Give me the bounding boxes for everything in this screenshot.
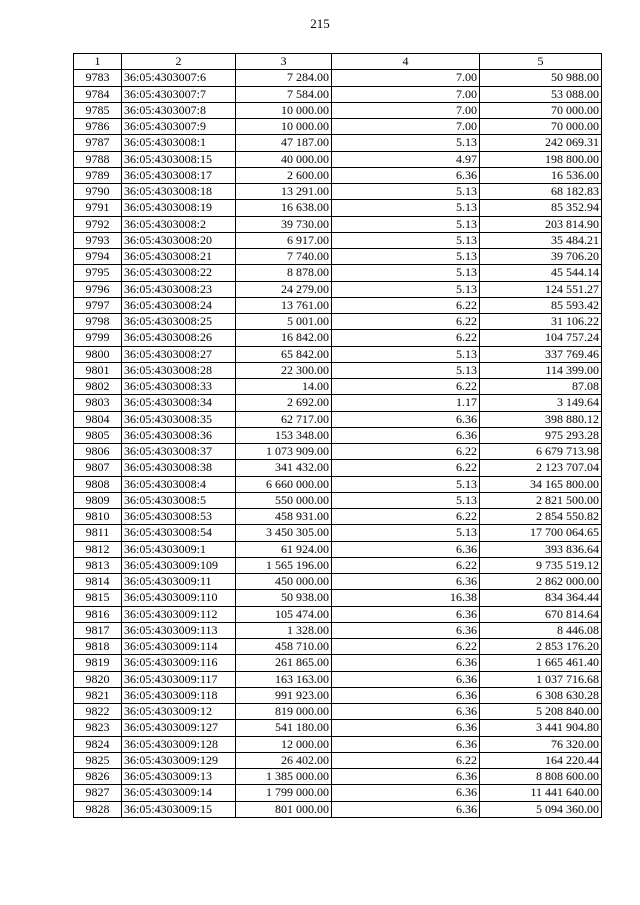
table-row	[74, 460, 602, 476]
cell-col-5: 124 551.27	[480, 281, 602, 297]
cell-col-3: 153 348.00	[236, 427, 332, 443]
table-row	[74, 379, 602, 395]
cell-col-5: 337 769.46	[480, 346, 602, 362]
cell-col-5: 834 364.44	[480, 590, 602, 606]
cell-col-4: 6.36	[332, 622, 480, 638]
table-row	[74, 557, 602, 573]
cell-col-4: 5.13	[332, 492, 480, 508]
cell-col-2: 36:05:4303008:26	[122, 330, 236, 346]
cell-col-2: 36:05:4303008:21	[122, 249, 236, 265]
cell-col-1: 9789	[74, 167, 122, 183]
cell-col-4: 16.38	[332, 590, 480, 606]
cell-col-2: 36:05:4303008:19	[122, 200, 236, 216]
cell-col-1: 9815	[74, 590, 122, 606]
cell-col-2: 36:05:4303008:37	[122, 444, 236, 460]
cell-col-4: 6.36	[332, 167, 480, 183]
cell-col-1: 9822	[74, 704, 122, 720]
cell-col-2: 36:05:4303008:34	[122, 395, 236, 411]
cell-col-4: 5.13	[332, 232, 480, 248]
cell-col-3: 163 163.00	[236, 671, 332, 687]
cell-col-2: 36:05:4303008:23	[122, 281, 236, 297]
cell-col-2: 36:05:4303008:24	[122, 297, 236, 313]
table-row	[74, 590, 602, 606]
cell-col-2: 36:05:4303008:4	[122, 476, 236, 492]
cell-col-3: 1 799 000.00	[236, 785, 332, 801]
cell-col-1: 9797	[74, 297, 122, 313]
table-row	[74, 200, 602, 216]
cell-col-5: 45 544.14	[480, 265, 602, 281]
cell-col-2: 36:05:4303009:113	[122, 622, 236, 638]
cell-col-3: 341 432.00	[236, 460, 332, 476]
table-row	[74, 330, 602, 346]
table-row	[74, 509, 602, 525]
cell-col-2: 36:05:4303008:27	[122, 346, 236, 362]
cell-col-3: 105 474.00	[236, 606, 332, 622]
cell-col-1: 9805	[74, 427, 122, 443]
cell-col-4: 7.00	[332, 70, 480, 86]
table-row	[74, 476, 602, 492]
cell-col-1: 9817	[74, 622, 122, 638]
cell-col-1: 9801	[74, 362, 122, 378]
cell-col-4: 6.36	[332, 785, 480, 801]
cell-col-5: 53 088.00	[480, 86, 602, 102]
table-row	[74, 720, 602, 736]
cell-col-4: 6.22	[332, 379, 480, 395]
cell-col-2: 36:05:4303008:35	[122, 411, 236, 427]
cell-col-4: 5.13	[332, 184, 480, 200]
cell-col-5: 70 000.00	[480, 119, 602, 135]
cell-col-4: 5.13	[332, 346, 480, 362]
table-row	[74, 752, 602, 768]
cell-col-3: 458 710.00	[236, 639, 332, 655]
cell-col-1: 9819	[74, 655, 122, 671]
cell-col-1: 9811	[74, 525, 122, 541]
cell-col-5: 2 854 550.82	[480, 509, 602, 525]
cell-col-1: 9800	[74, 346, 122, 362]
cell-col-4: 6.36	[332, 655, 480, 671]
cell-col-5: 1 037 716.68	[480, 671, 602, 687]
table-row	[74, 216, 602, 232]
cell-col-4: 6.36	[332, 671, 480, 687]
header-row	[74, 54, 602, 70]
cell-col-2: 36:05:4303009:112	[122, 606, 236, 622]
cell-col-3: 458 931.00	[236, 509, 332, 525]
cell-col-1: 9799	[74, 330, 122, 346]
cell-col-1: 9807	[74, 460, 122, 476]
cell-col-2: 36:05:4303008:5	[122, 492, 236, 508]
cell-col-3: 7 284.00	[236, 70, 332, 86]
table-row	[74, 297, 602, 313]
cell-col-3: 13 291.00	[236, 184, 332, 200]
table-row	[74, 314, 602, 330]
cell-col-3: 50 938.00	[236, 590, 332, 606]
table-row	[74, 671, 602, 687]
cell-col-4: 6.36	[332, 736, 480, 752]
table-row	[74, 639, 602, 655]
cell-col-4: 6.22	[332, 639, 480, 655]
table-row	[74, 86, 602, 102]
cell-col-3: 40 000.00	[236, 151, 332, 167]
cell-col-4: 6.22	[332, 297, 480, 313]
header-cell-5: 5	[480, 54, 602, 70]
cell-col-5: 114 399.00	[480, 362, 602, 378]
cell-col-4: 6.22	[332, 314, 480, 330]
cell-col-1: 9802	[74, 379, 122, 395]
cell-col-1: 9803	[74, 395, 122, 411]
cell-col-2: 36:05:4303009:12	[122, 704, 236, 720]
cell-col-2: 36:05:4303008:18	[122, 184, 236, 200]
table-row	[74, 232, 602, 248]
table-row	[74, 492, 602, 508]
table-row	[74, 70, 602, 86]
cell-col-3: 541 180.00	[236, 720, 332, 736]
cell-col-5: 68 182.83	[480, 184, 602, 200]
cell-col-5: 975 293.28	[480, 427, 602, 443]
cell-col-2: 36:05:4303008:25	[122, 314, 236, 330]
cell-col-2: 36:05:4303008:28	[122, 362, 236, 378]
table-row	[74, 541, 602, 557]
cell-col-2: 36:05:4303008:36	[122, 427, 236, 443]
cell-col-3: 450 000.00	[236, 574, 332, 590]
cell-col-5: 393 836.64	[480, 541, 602, 557]
cell-col-1: 9818	[74, 639, 122, 655]
cell-col-1: 9793	[74, 232, 122, 248]
cell-col-2: 36:05:4303008:38	[122, 460, 236, 476]
cell-col-3: 39 730.00	[236, 216, 332, 232]
cell-col-3: 24 279.00	[236, 281, 332, 297]
cell-col-5: 203 814.90	[480, 216, 602, 232]
cell-col-1: 9804	[74, 411, 122, 427]
cell-col-2: 36:05:4303008:17	[122, 167, 236, 183]
cell-col-1: 9824	[74, 736, 122, 752]
cell-col-3: 261 865.00	[236, 655, 332, 671]
cell-col-5: 35 484.21	[480, 232, 602, 248]
cell-col-4: 7.00	[332, 86, 480, 102]
cell-col-1: 9820	[74, 671, 122, 687]
cell-col-1: 9821	[74, 687, 122, 703]
cell-col-2: 36:05:4303009:118	[122, 687, 236, 703]
cell-col-2: 36:05:4303008:53	[122, 509, 236, 525]
cell-col-4: 5.13	[332, 362, 480, 378]
cell-col-2: 36:05:4303009:1	[122, 541, 236, 557]
cell-col-3: 3 450 305.00	[236, 525, 332, 541]
cell-col-5: 398 880.12	[480, 411, 602, 427]
cell-col-1: 9784	[74, 86, 122, 102]
cell-col-1: 9785	[74, 102, 122, 118]
cell-col-3: 65 842.00	[236, 346, 332, 362]
cell-col-5: 242 069.31	[480, 135, 602, 151]
cell-col-4: 6.36	[332, 801, 480, 817]
cell-col-3: 6 660 000.00	[236, 476, 332, 492]
cell-col-4: 6.36	[332, 606, 480, 622]
cell-col-4: 7.00	[332, 119, 480, 135]
registry-table	[73, 53, 602, 818]
table-row	[74, 525, 602, 541]
cell-col-5: 670 814.64	[480, 606, 602, 622]
cell-col-1: 9795	[74, 265, 122, 281]
cell-col-3: 10 000.00	[236, 102, 332, 118]
table-row	[74, 736, 602, 752]
cell-col-3: 47 187.00	[236, 135, 332, 151]
cell-col-3: 550 000.00	[236, 492, 332, 508]
table-row	[74, 395, 602, 411]
cell-col-5: 16 536.00	[480, 167, 602, 183]
cell-col-4: 5.13	[332, 249, 480, 265]
cell-col-3: 1 073 909.00	[236, 444, 332, 460]
cell-col-3: 26 402.00	[236, 752, 332, 768]
cell-col-2: 36:05:4303007:7	[122, 86, 236, 102]
cell-col-4: 6.22	[332, 557, 480, 573]
cell-col-5: 17 700 064.65	[480, 525, 602, 541]
cell-col-5: 34 165 800.00	[480, 476, 602, 492]
cell-col-5: 85 593.42	[480, 297, 602, 313]
table-header	[74, 54, 602, 70]
cell-col-2: 36:05:4303007:9	[122, 119, 236, 135]
cell-col-1: 9814	[74, 574, 122, 590]
cell-col-2: 36:05:4303007:6	[122, 70, 236, 86]
cell-col-3: 62 717.00	[236, 411, 332, 427]
cell-col-4: 6.22	[332, 752, 480, 768]
cell-col-1: 9813	[74, 557, 122, 573]
cell-col-5: 6 679 713.98	[480, 444, 602, 460]
cell-col-5: 3 441 904.80	[480, 720, 602, 736]
cell-col-3: 14.00	[236, 379, 332, 395]
cell-col-2: 36:05:4303008:1	[122, 135, 236, 151]
cell-col-3: 991 923.00	[236, 687, 332, 703]
table-row	[74, 135, 602, 151]
cell-col-5: 39 706.20	[480, 249, 602, 265]
cell-col-5: 9 735 519.12	[480, 557, 602, 573]
cell-col-1: 9808	[74, 476, 122, 492]
cell-col-5: 11 441 640.00	[480, 785, 602, 801]
table-row	[74, 655, 602, 671]
cell-col-5: 31 106.22	[480, 314, 602, 330]
cell-col-4: 5.13	[332, 525, 480, 541]
cell-col-2: 36:05:4303009:116	[122, 655, 236, 671]
cell-col-2: 36:05:4303008:15	[122, 151, 236, 167]
cell-col-2: 36:05:4303009:15	[122, 801, 236, 817]
cell-col-4: 5.13	[332, 281, 480, 297]
cell-col-2: 36:05:4303008:33	[122, 379, 236, 395]
cell-col-3: 6 917.00	[236, 232, 332, 248]
cell-col-5: 2 123 707.04	[480, 460, 602, 476]
table-row	[74, 411, 602, 427]
cell-col-4: 5.13	[332, 216, 480, 232]
cell-col-5: 50 988.00	[480, 70, 602, 86]
cell-col-1: 9825	[74, 752, 122, 768]
header-cell-1: 1	[74, 54, 122, 70]
cell-col-4: 6.36	[332, 769, 480, 785]
table-row	[74, 281, 602, 297]
cell-col-1: 9823	[74, 720, 122, 736]
cell-col-4: 6.36	[332, 720, 480, 736]
cell-col-5: 3 149.64	[480, 395, 602, 411]
cell-col-1: 9783	[74, 70, 122, 86]
cell-col-2: 36:05:4303009:117	[122, 671, 236, 687]
cell-col-3: 61 924.00	[236, 541, 332, 557]
table-row	[74, 265, 602, 281]
cell-col-1: 9828	[74, 801, 122, 817]
cell-col-2: 36:05:4303009:127	[122, 720, 236, 736]
cell-col-5: 8 446.08	[480, 622, 602, 638]
cell-col-5: 76 320.00	[480, 736, 602, 752]
cell-col-1: 9827	[74, 785, 122, 801]
cell-col-4: 1.17	[332, 395, 480, 411]
cell-col-3: 2 600.00	[236, 167, 332, 183]
cell-col-4: 5.13	[332, 476, 480, 492]
table-row	[74, 687, 602, 703]
cell-col-5: 198 800.00	[480, 151, 602, 167]
cell-col-1: 9816	[74, 606, 122, 622]
cell-col-5: 2 862 000.00	[480, 574, 602, 590]
table-row	[74, 427, 602, 443]
cell-col-1: 9798	[74, 314, 122, 330]
table-row	[74, 249, 602, 265]
table-row	[74, 119, 602, 135]
cell-col-4: 6.36	[332, 687, 480, 703]
cell-col-4: 4.97	[332, 151, 480, 167]
cell-col-5: 2 821 500.00	[480, 492, 602, 508]
table-row	[74, 574, 602, 590]
cell-col-5: 85 352.94	[480, 200, 602, 216]
cell-col-4: 5.13	[332, 200, 480, 216]
cell-col-3: 22 300.00	[236, 362, 332, 378]
cell-col-2: 36:05:4303009:11	[122, 574, 236, 590]
table-row	[74, 167, 602, 183]
cell-col-1: 9791	[74, 200, 122, 216]
cell-col-2: 36:05:4303007:8	[122, 102, 236, 118]
cell-col-5: 6 308 630.28	[480, 687, 602, 703]
cell-col-3: 1 385 000.00	[236, 769, 332, 785]
cell-col-3: 1 565 196.00	[236, 557, 332, 573]
table-body	[74, 70, 602, 818]
cell-col-5: 8 808 600.00	[480, 769, 602, 785]
table-row	[74, 785, 602, 801]
table-row	[74, 346, 602, 362]
cell-col-1: 9806	[74, 444, 122, 460]
cell-col-1: 9809	[74, 492, 122, 508]
cell-col-2: 36:05:4303009:110	[122, 590, 236, 606]
cell-col-3: 1 328.00	[236, 622, 332, 638]
table-row	[74, 769, 602, 785]
cell-col-5: 164 220.44	[480, 752, 602, 768]
cell-col-4: 6.36	[332, 541, 480, 557]
header-cell-2: 2	[122, 54, 236, 70]
cell-col-5: 1 665 461.40	[480, 655, 602, 671]
cell-col-4: 7.00	[332, 102, 480, 118]
cell-col-3: 16 638.00	[236, 200, 332, 216]
cell-col-1: 9790	[74, 184, 122, 200]
table-row	[74, 362, 602, 378]
cell-col-2: 36:05:4303009:114	[122, 639, 236, 655]
cell-col-3: 13 761.00	[236, 297, 332, 313]
cell-col-3: 7 584.00	[236, 86, 332, 102]
cell-col-5: 104 757.24	[480, 330, 602, 346]
table-row	[74, 184, 602, 200]
cell-col-3: 819 000.00	[236, 704, 332, 720]
cell-col-3: 7 740.00	[236, 249, 332, 265]
cell-col-4: 6.22	[332, 460, 480, 476]
cell-col-4: 6.22	[332, 330, 480, 346]
cell-col-2: 36:05:4303009:14	[122, 785, 236, 801]
cell-col-5: 5 208 840.00	[480, 704, 602, 720]
cell-col-3: 16 842.00	[236, 330, 332, 346]
cell-col-3: 2 692.00	[236, 395, 332, 411]
table-row	[74, 606, 602, 622]
cell-col-3: 8 878.00	[236, 265, 332, 281]
table-row	[74, 622, 602, 638]
cell-col-3: 10 000.00	[236, 119, 332, 135]
cell-col-3: 801 000.00	[236, 801, 332, 817]
cell-col-1: 9794	[74, 249, 122, 265]
cell-col-4: 6.36	[332, 427, 480, 443]
header-cell-3: 3	[236, 54, 332, 70]
cell-col-3: 5 001.00	[236, 314, 332, 330]
cell-col-2: 36:05:4303008:22	[122, 265, 236, 281]
cell-col-1: 9826	[74, 769, 122, 785]
cell-col-1: 9812	[74, 541, 122, 557]
cell-col-2: 36:05:4303009:109	[122, 557, 236, 573]
header-cell-4: 4	[332, 54, 480, 70]
table-row	[74, 444, 602, 460]
cell-col-4: 5.13	[332, 265, 480, 281]
cell-col-1: 9788	[74, 151, 122, 167]
cell-col-1: 9792	[74, 216, 122, 232]
table-row	[74, 151, 602, 167]
page-number: 215	[310, 16, 330, 31]
cell-col-2: 36:05:4303009:13	[122, 769, 236, 785]
cell-col-2: 36:05:4303008:54	[122, 525, 236, 541]
cell-col-5: 2 853 176.20	[480, 639, 602, 655]
cell-col-4: 6.36	[332, 574, 480, 590]
cell-col-4: 6.36	[332, 411, 480, 427]
table-row	[74, 704, 602, 720]
cell-col-2: 36:05:4303009:129	[122, 752, 236, 768]
cell-col-1: 9786	[74, 119, 122, 135]
cell-col-4: 6.36	[332, 704, 480, 720]
cell-col-4: 6.22	[332, 444, 480, 460]
table-row	[74, 801, 602, 817]
cell-col-2: 36:05:4303008:2	[122, 216, 236, 232]
cell-col-4: 6.22	[332, 509, 480, 525]
cell-col-4: 5.13	[332, 135, 480, 151]
cell-col-5: 70 000.00	[480, 102, 602, 118]
cell-col-2: 36:05:4303008:20	[122, 232, 236, 248]
cell-col-1: 9787	[74, 135, 122, 151]
cell-col-1: 9796	[74, 281, 122, 297]
cell-col-3: 12 000.00	[236, 736, 332, 752]
cell-col-5: 5 094 360.00	[480, 801, 602, 817]
cell-col-2: 36:05:4303009:128	[122, 736, 236, 752]
cell-col-5: 87.08	[480, 379, 602, 395]
cell-col-1: 9810	[74, 509, 122, 525]
table-row	[74, 102, 602, 118]
